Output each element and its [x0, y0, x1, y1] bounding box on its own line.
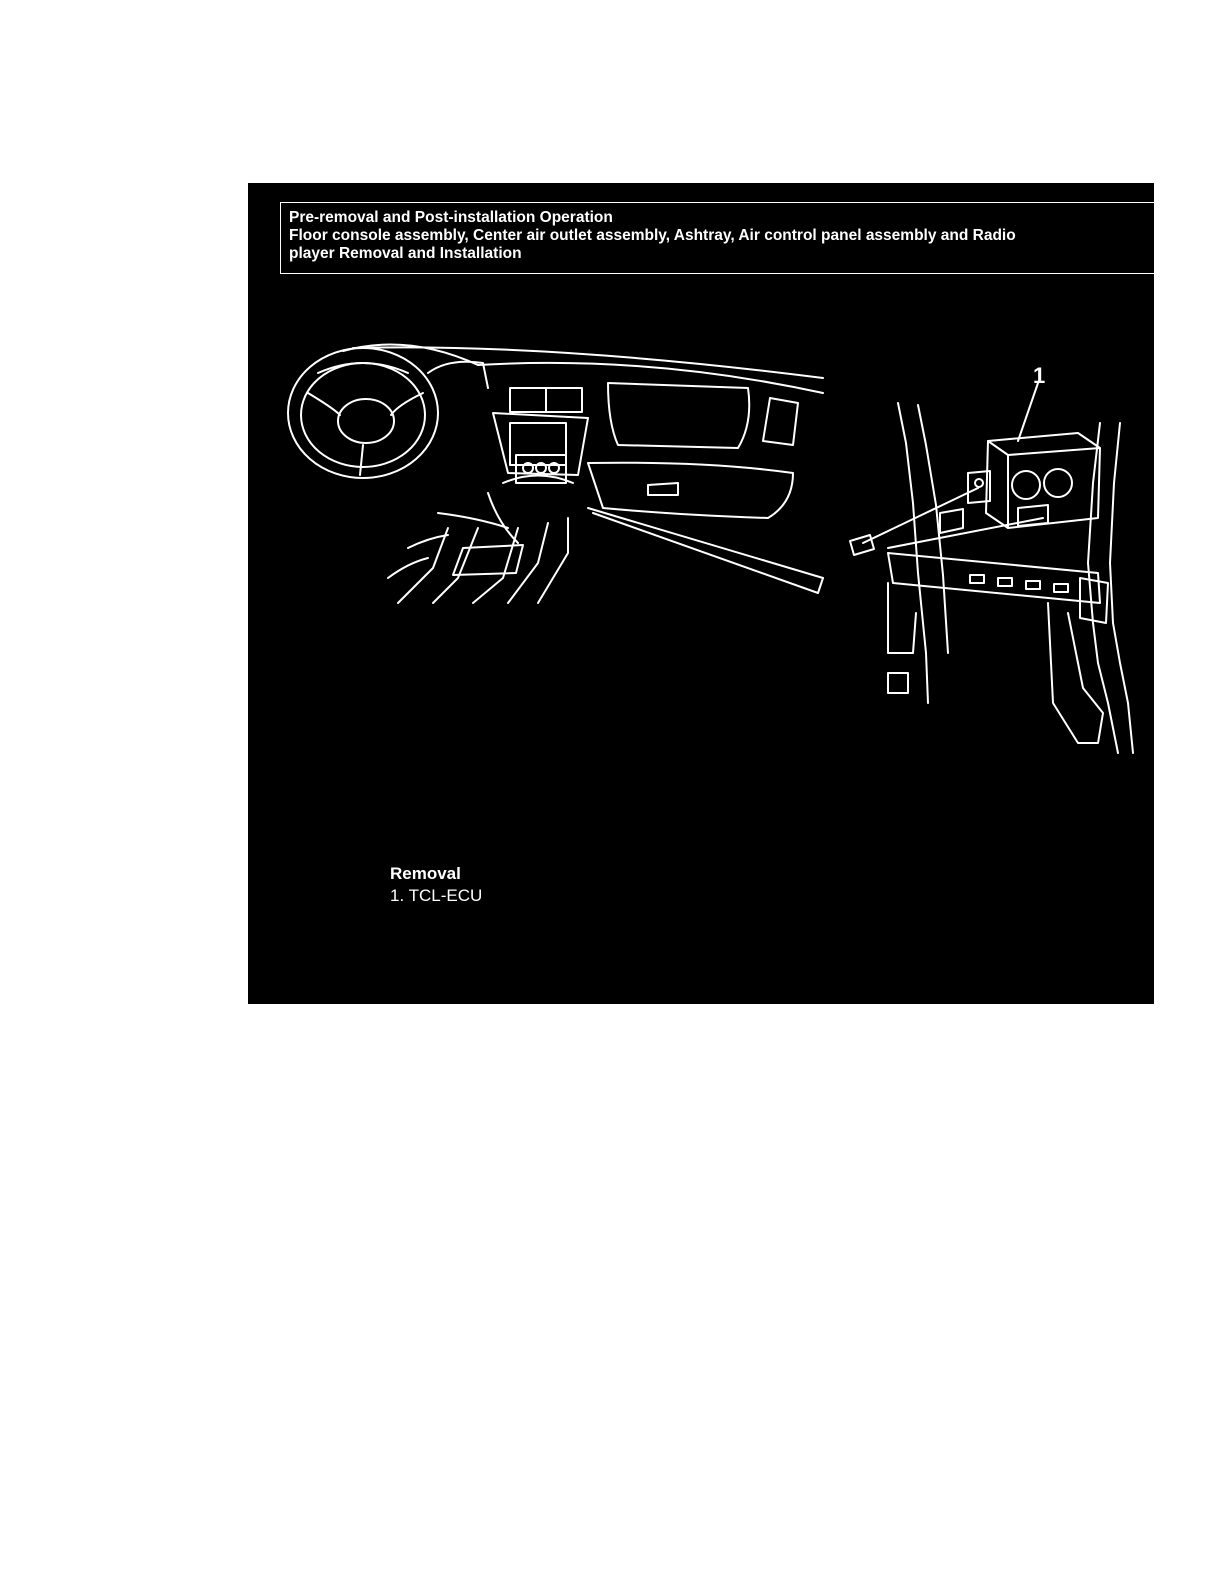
- radio-panel: [510, 423, 566, 465]
- bolt-icon: [850, 535, 874, 555]
- legend-item-number: 1.: [390, 886, 405, 905]
- steering-wheel-rim: [288, 348, 438, 478]
- legend-item: [390, 885, 482, 907]
- callout-leader-line: [1018, 383, 1038, 441]
- legend: [390, 863, 482, 907]
- header-line-1: Pre-removal and Post-installation Operation: [289, 209, 613, 226]
- steering-wheel-hub: [338, 399, 394, 443]
- ecu-connector-left: [1012, 471, 1040, 499]
- floor-console-left: [398, 528, 448, 603]
- header-line-3: player Removal and Installation: [289, 245, 522, 262]
- glove-box: [588, 463, 793, 518]
- header-line-2: Floor console assembly, Center air outlet assembly, Ashtray, Air control panel assembly and Radio: [289, 227, 1016, 244]
- legend-title: Removal: [390, 864, 461, 883]
- side-air-outlet: [763, 398, 798, 445]
- figure-panel: [248, 183, 1154, 1004]
- tcl-ecu-box: [986, 433, 1100, 528]
- callout-number-1: 1: [1033, 363, 1046, 388]
- passenger-vent-panel: [608, 383, 749, 448]
- ecu-connector-right: [1044, 469, 1072, 497]
- installation-illustration: [248, 183, 1154, 1004]
- legend-item-label: TCL-ECU: [408, 886, 483, 905]
- dashboard-illustration: [288, 345, 823, 603]
- tcl-ecu-detail-illustration: [850, 383, 1133, 753]
